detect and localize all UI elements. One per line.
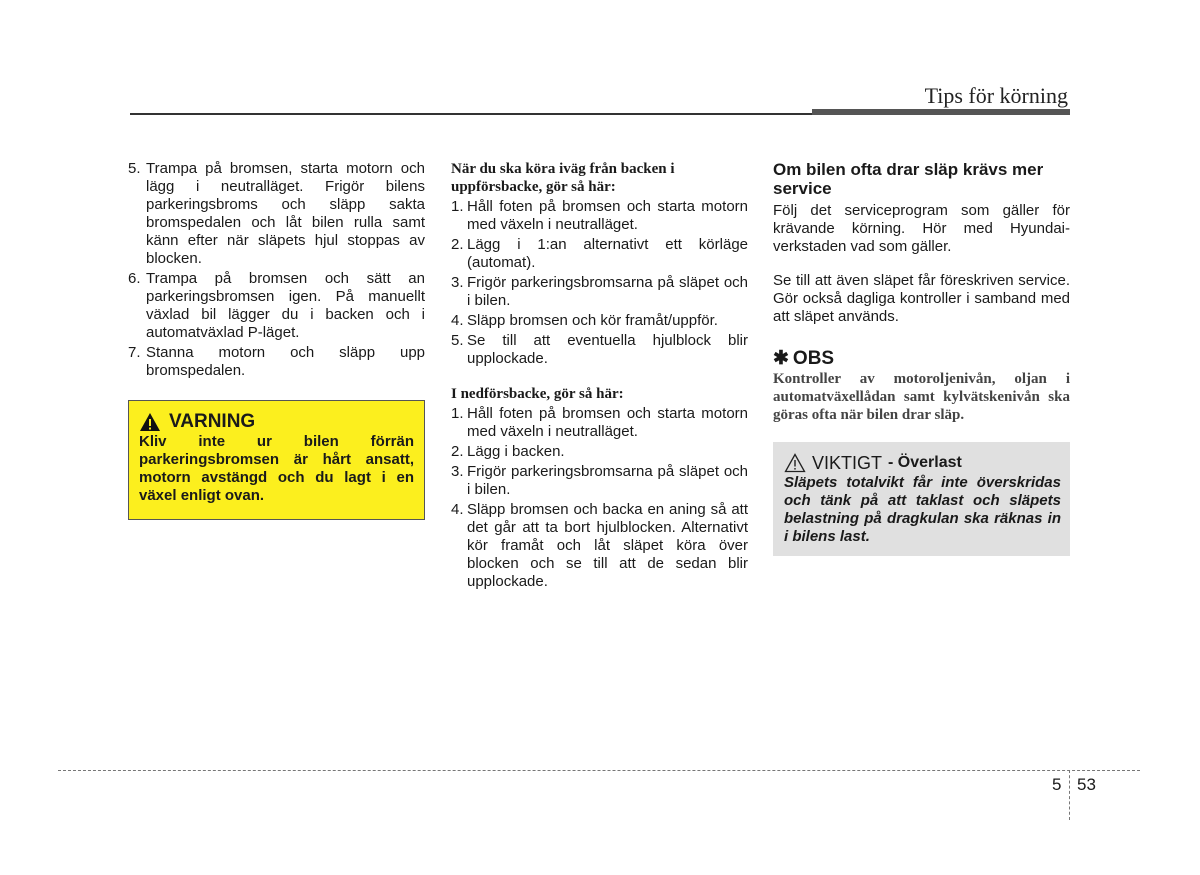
list-number: 5. xyxy=(451,332,464,349)
list-item xyxy=(451,405,748,441)
list-item xyxy=(451,312,748,330)
service-paragraph: Följ det serviceprogram som gäller för krävande körning. Hör med Hyundai-verkstaden vad som gäller. xyxy=(773,202,1070,255)
list-text: Frigör parkeringsbromsarna på släpet och i bilen. xyxy=(467,463,748,498)
list-number: 7. xyxy=(128,344,141,361)
section-heading-downhill: I nedförsbacke, gör så här: xyxy=(451,386,624,402)
list-number: 5. xyxy=(128,160,141,177)
list-text: Håll foten på bromsen och starta motorn med växeln i neutralläget. xyxy=(467,198,748,233)
list-item xyxy=(451,236,748,272)
obs-title xyxy=(773,348,1070,370)
column-middle xyxy=(451,160,748,593)
list-text: Stanna motorn och släpp upp bromspedalen. xyxy=(146,344,425,379)
header-rule xyxy=(130,113,812,115)
warning-triangle-icon xyxy=(139,412,161,432)
column-right xyxy=(773,160,1070,556)
steps-list-uphill xyxy=(451,198,748,368)
list-item xyxy=(451,332,748,368)
list-item xyxy=(451,443,748,461)
list-text: Trampa på bromsen, starta motorn och lägg i neutralläget. Frigör bilens parkeringsbroms och släpp sakta bromspedalen och låt bilen rulla samt känn efter när släpets hjul stoppas av blocken. xyxy=(146,160,425,267)
list-text: Frigör parkeringsbromsarna på släpet och i bilen. xyxy=(467,274,748,309)
warning-title-text: VARNING xyxy=(169,411,256,432)
list-item xyxy=(128,160,425,268)
column-left xyxy=(128,160,425,520)
obs-text: Kontroller av motoroljenivån, oljan i automatväxellådan samt kylvätskenivån ska göras ofta när bilen drar släp. xyxy=(773,371,1070,423)
list-number: 4. xyxy=(451,312,464,329)
asterisk-icon: ✱ xyxy=(773,348,789,369)
warning-text: Kliv inte ur bilen förrän parkeringsbromsen är hårt ansatt, motorn avstängd och du lagt i en växel enligt ovan. xyxy=(139,433,414,504)
footer-divider xyxy=(58,770,1140,771)
list-item xyxy=(451,463,748,499)
list-item xyxy=(451,198,748,234)
caution-triangle-icon xyxy=(784,453,806,473)
trailer-service-paragraph: Se till att även släpet får föreskriven service. Gör också dagliga kontroller i samband med att släpet används. xyxy=(773,272,1070,325)
warning-title xyxy=(139,411,414,433)
list-text: Lägg i backen. xyxy=(467,443,565,460)
steps-list-continued xyxy=(128,160,425,380)
caution-text: Släpets totalvikt får inte överskridas och tänk på att taklast och släpets belastning på dragkulan ska räknas in i bilens last. xyxy=(784,474,1061,545)
list-number: 2. xyxy=(451,236,464,253)
list-number: 1. xyxy=(451,405,464,422)
list-number: 3. xyxy=(451,463,464,480)
list-number: 4. xyxy=(451,501,464,518)
list-text: Släpp bromsen och kör framåt/uppför. xyxy=(467,312,718,329)
list-number: 6. xyxy=(128,270,141,287)
chapter-number: 5 xyxy=(1052,775,1062,794)
caution-title-sub: - Överlast xyxy=(888,454,962,471)
list-text: Se till att eventuella hjulblock blir upplockade. xyxy=(467,332,748,367)
list-item xyxy=(451,274,748,310)
list-text: Lägg i 1:an alternativt ett körläge (automat). xyxy=(467,236,748,271)
list-item xyxy=(451,501,748,591)
list-item xyxy=(128,270,425,342)
caution-title-main: VIKTIGT xyxy=(812,453,883,473)
page-number: 53 xyxy=(1077,775,1096,794)
caution-title xyxy=(784,452,1061,474)
obs-title-text: OBS xyxy=(792,348,835,369)
list-item xyxy=(128,344,425,380)
footer-page-separator xyxy=(1069,770,1070,820)
section-heading-uphill: När du ska köra iväg från backen i uppförsbacke, gör så här: xyxy=(451,161,675,195)
warning-box xyxy=(128,400,425,520)
list-text: Håll foten på bromsen och starta motorn med växeln i neutralläget. xyxy=(467,405,748,440)
list-number: 3. xyxy=(451,274,464,291)
caution-box xyxy=(773,442,1070,556)
list-number: 2. xyxy=(451,443,464,460)
header-title: Tips för körning xyxy=(924,83,1068,108)
service-heading: Om bilen ofta drar släp krävs mer service xyxy=(773,160,1044,198)
list-text: Släpp bromsen och backa en aning så att det går att ta bort hjulblocken. Alternativt kör framåt och låt släpet köra över blocken och se till att de sedan blir upplockade. xyxy=(467,501,748,590)
steps-list-downhill xyxy=(451,405,748,591)
list-text: Trampa på bromsen och sätt an parkeringsbromsen igen. På manuellt växlad bil lägger du i backen och i automatväxlad P-läget. xyxy=(146,270,425,341)
header-bar xyxy=(812,109,1070,115)
list-number: 1. xyxy=(451,198,464,215)
